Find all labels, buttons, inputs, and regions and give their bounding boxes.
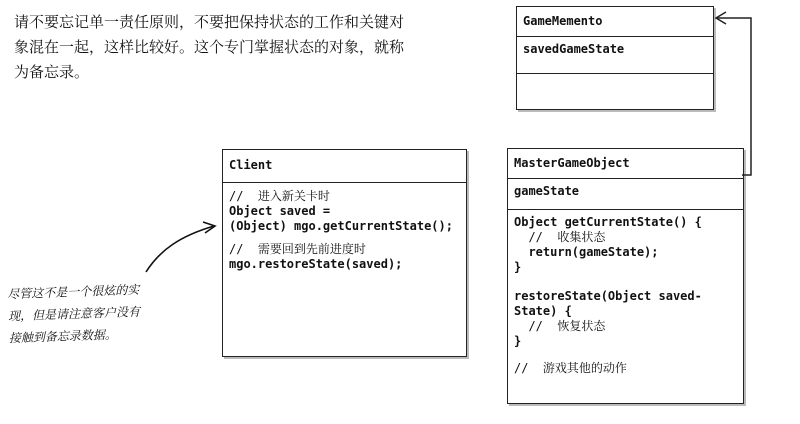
master-method-line: // 收集状态 [514,230,606,244]
master-method-line: } [514,260,522,274]
note-arrow-line [146,226,214,272]
master-method-line: // 游戏其他的动作 [514,361,627,375]
handwritten-note-line: 尽管这不是一个很炫的实 [7,282,140,302]
game-memento-attribute-text: savedGameState [523,42,625,56]
master-method-line: restoreState(Object saved- [514,289,702,303]
handwritten-note [7,277,199,350]
game-memento-class-name: GameMemento [523,14,603,28]
master-method-line: } [514,334,522,348]
master-method-line: State) { [514,304,572,318]
master-method-line: return(gameState); [514,245,659,259]
client-code-line: Object saved = [229,204,331,218]
client-code-line: // 进入新关卡时 [229,189,330,203]
intro-paragraph: 请不要忘记单一责任原则，不要把保持状态的工作和关键对象混在一起，这样比较好。这个专门掌握状态的对象，就称为备忘录。 [14,13,405,81]
client-class-name: Client [229,158,273,172]
master-method-line: // 恢复状态 [514,319,606,333]
master-game-object-class-name: MasterGameObject [514,156,630,170]
handwritten-note-line: 接触到备忘录数据。 [8,327,118,346]
client-code-line: // 需要回到先前进度时 [229,242,366,256]
client-code-line: mgo.restoreState(saved); [229,257,403,271]
association-line [716,18,751,175]
client-code-line: (Object) mgo.getCurrentState(); [229,219,453,233]
master-game-object-attribute-text: gameState [514,184,580,198]
master-method-line: Object getCurrentState() { [514,215,702,229]
handwritten-note-line: 现，但是请注意客户没有 [7,304,141,324]
